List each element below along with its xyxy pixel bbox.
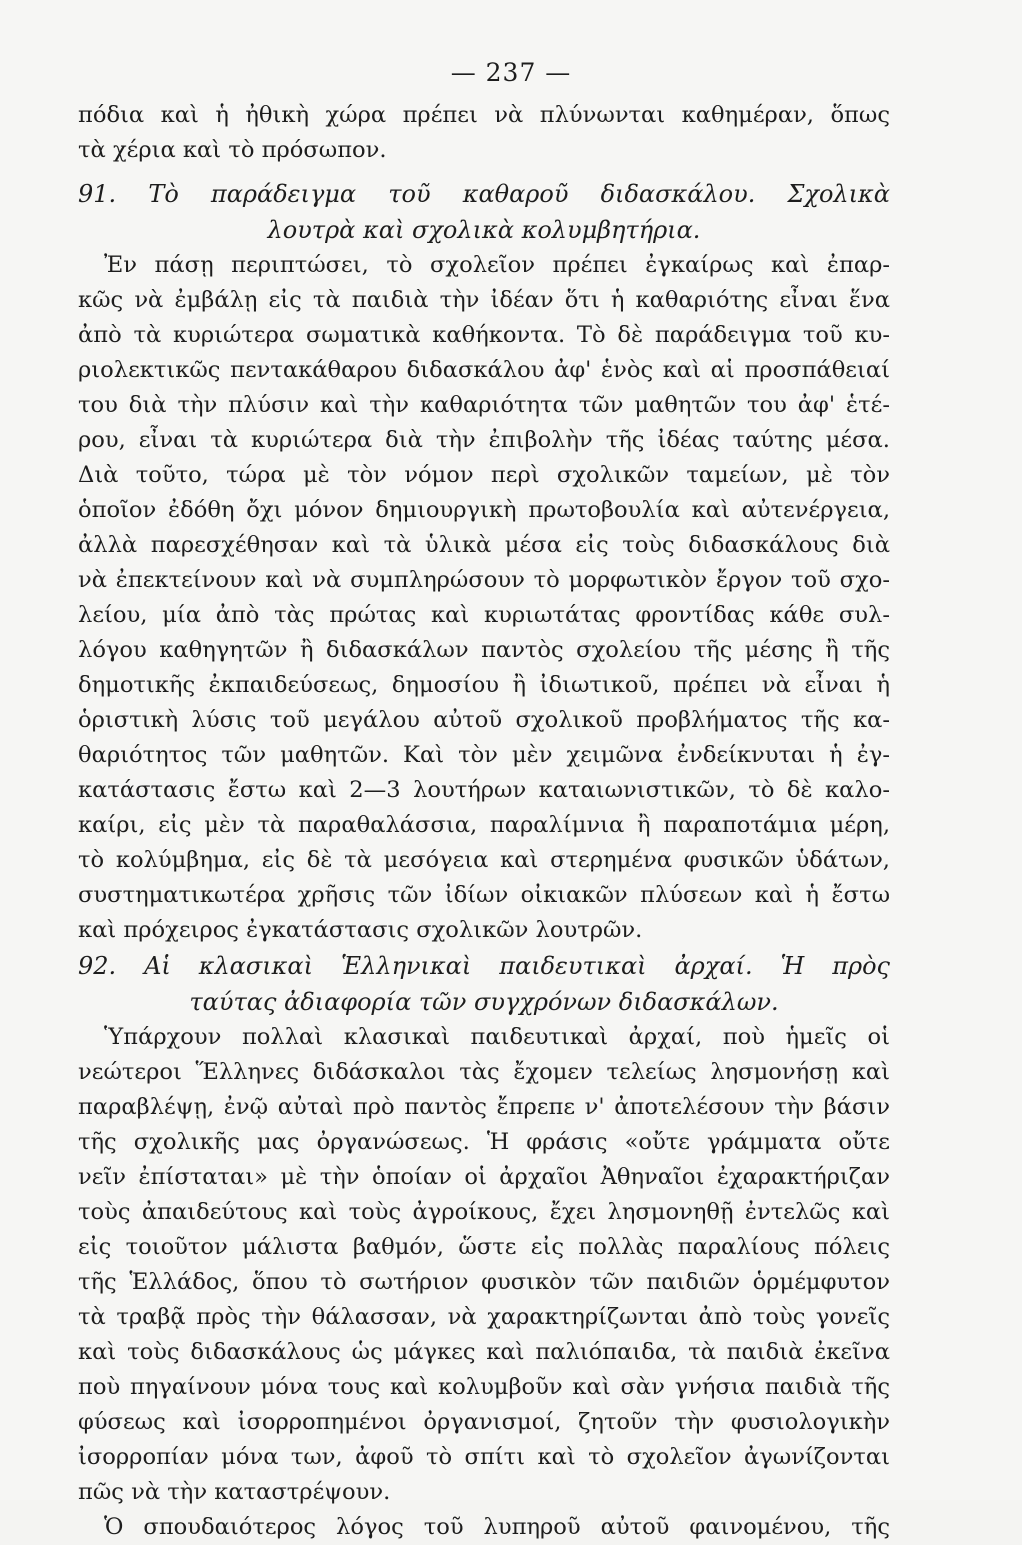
heading-line: 91. Τὸ παράδειγμα τοῦ καθαροῦ διδασκάλου. Σχολικὰ <box>78 180 890 208</box>
text-line: λείου, μία ἀπὸ τὰς πρώτας καὶ κυριωτάτας φροντίδας κάθε συλ- <box>78 602 890 628</box>
text-line: ριολεκτικῶς πεντακάθαρου διδασκάλου ἀφ' ἑνὸς καὶ αἱ προσπάθειαί <box>78 357 890 383</box>
text-line: θαριότητος τῶν μαθητῶν. Καὶ τὸν μὲν χειμῶνα ἐνδείκνυται ἡ ἐγ- <box>78 742 890 768</box>
section-91-body <box>78 248 890 948</box>
text-line: τὰ χέρια καὶ τὸ πρόσωπον. <box>78 137 387 163</box>
text-line: τῆς Ἑλλάδος, ὅπου τὸ σωτήριον φυσικὸν τῶν παιδιῶν ὁρμέμφυτον <box>78 1269 890 1295</box>
text-line: πόδια καὶ ἡ ἠθικὴ χώρα πρέπει νὰ πλύνωνται καθημέραν, ὅπως <box>78 102 890 128</box>
text-line: Ὑπάρχουν πολλαὶ κλασικαὶ παιδευτικαὶ ἀρχαί, ποὺ ἡμεῖς οἱ <box>104 1024 890 1050</box>
text-line: δημοτικῆς ἐκπαιδεύσεως, δημοσίου ἢ ἰδιωτικοῦ, πρέπει νὰ εἶναι ἡ <box>78 672 890 698</box>
text-line: καὶ πρόχειρος ἐγκατάστασις σχολικῶν λουτρῶν. <box>78 917 643 943</box>
text-line: λόγου καθηγητῶν ἢ διδασκάλων παντὸς σχολείου τῆς μέσης ἢ τῆς <box>78 637 890 663</box>
section-92-heading <box>78 948 890 1020</box>
text-line: ὁριστικὴ λύσις τοῦ μεγάλου αὐτοῦ σχολικοῦ προβλήματος τῆς κα- <box>78 707 890 733</box>
text-line: ρου, εἶναι τὰ κυριώτερα διὰ τὴν ἐπιβολὴν τῆς ἰδέας ταύτης μέσα. <box>78 427 890 453</box>
section-92-body <box>78 1020 890 1545</box>
text-line: κῶς νὰ ἐμβάλῃ εἰς τὰ παιδιὰ τὴν ἰδέαν ὅτι ἡ καθαριότης εἶναι ἕνα <box>78 287 890 313</box>
intro-paragraph <box>78 98 890 168</box>
text-line: ἰσορροπίαν μόνα των, ἀφοῦ τὸ σπίτι καὶ τὸ σχολεῖον ἀγωνίζονται <box>78 1444 890 1470</box>
page-content <box>78 98 890 1545</box>
text-line: τοὺς ἀπαιδεύτους καὶ τοὺς ἀγροίκους, ἔχει λησμονηθῇ ἐντελῶς καὶ <box>78 1199 890 1225</box>
text-line: φύσεως καὶ ἰσορροπημένοι ὀργανισμοί, ζητοῦν τὴν φυσιολογικὴν <box>78 1409 890 1435</box>
section-91-heading <box>78 176 890 248</box>
text-line: τὸ κολύμβημα, εἰς δὲ τὰ μεσόγεια καὶ στερημένα φυσικῶν ὑδάτων, <box>78 847 890 873</box>
text-line: Ὁ σπουδαιότερος λόγος τοῦ λυπηροῦ αὐτοῦ φαινομένου, τῆς <box>104 1514 890 1540</box>
page-number: — 237 — <box>450 58 572 87</box>
text-line: νὰ ἐπεκτείνουν καὶ νὰ συμπληρώσουν τὸ μορφωτικὸν ἔργον τοῦ σχο- <box>78 567 890 593</box>
text-line: ἀλλὰ παρεσχέθησαν καὶ τὰ ὑλικὰ μέσα εἰς τοὺς διδασκάλους διὰ <box>78 532 890 558</box>
text-line: κατάστασις ἔστω καὶ 2—3 λουτήρων καταιωνιστικῶν, τὸ δὲ καλο- <box>78 777 890 803</box>
text-line: νεῖν ἐπίσταται» μὲ τὴν ὁποίαν οἱ ἀρχαῖοι Ἀθηναῖοι ἐχαρακτήριζαν <box>78 1164 890 1190</box>
text-line: πῶς νὰ τὴν καταστρέψουν. <box>78 1479 391 1505</box>
text-line: εἰς τοιοῦτον μάλιστα βαθμόν, ὥστε εἰς πολλὰς παραλίους πόλεις <box>78 1234 890 1260</box>
text-line: παραβλέψῃ, ἐνῷ αὐταὶ πρὸ παντὸς ἔπρεπε ν' ἀποτελέσουν τὴν βάσιν <box>78 1094 890 1120</box>
text-line: τὰ τραβᾷ πρὸς τὴν θάλασσαν, νὰ χαρακτηρίζωνται ἀπὸ τοὺς γονεῖς <box>78 1304 890 1330</box>
text-line: νεώτεροι Ἕλληνες διδάσκαλοι τὰς ἔχομεν τελείως λησμονήσῃ καὶ <box>78 1059 890 1085</box>
heading-line: ταύτας ἀδιαφορία τῶν συγχρόνων διδασκάλων. <box>189 988 779 1016</box>
text-line: τῆς σχολικῆς μας ὀργανώσεως. Ἡ φράσις «οὔτε γράμματα οὔτε <box>78 1129 890 1155</box>
heading-line: λουτρὰ καὶ σχολικὰ κολυμβητήρια. <box>267 216 701 244</box>
text-line: ὁποῖον ἐδόθη ὄχι μόνον δημιουργικὴ πρωτοβουλία καὶ αὐτενέργεια, <box>78 497 890 523</box>
text-line: καὶ τοὺς διδασκάλους ὡς μάγκες καὶ παλιόπαιδα, τὰ παιδιὰ ἐκεῖνα <box>78 1339 890 1365</box>
text-line: Ἐν πάσῃ περιπτώσει, τὸ σχολεῖον πρέπει ἐγκαίρως καὶ ἐπαρ- <box>104 252 890 278</box>
text-line: καίρι, εἰς μὲν τὰ παραθαλάσσια, παραλίμνια ἢ παραποτάμια μέρη, <box>78 812 890 838</box>
text-line: του διὰ τὴν πλύσιν καὶ τὴν καθαριότητα τῶν μαθητῶν του ἀφ' ἑτέ- <box>78 392 890 418</box>
heading-line: 92. Αἱ κλασικαὶ Ἑλληνικαὶ παιδευτικαὶ ἀρχαί. Ἡ πρὸς <box>78 952 890 980</box>
text-line: Διὰ τοῦτο, τώρα μὲ τὸν νόμον περὶ σχολικῶν ταμείων, μὲ τὸν <box>78 462 890 488</box>
text-line: συστηματικωτέρα χρῆσις τῶν ἰδίων οἰκιακῶν πλύσεων καὶ ἡ ἔστω <box>78 882 890 908</box>
text-line: ποὺ πηγαίνουν μόνα τους καὶ κολυμβοῦν καὶ σὰν γνήσια παιδιὰ τῆς <box>78 1374 890 1400</box>
text-line: ἀπὸ τὰ κυριώτερα σωματικὰ καθήκοντα. Τὸ δὲ παράδειγμα τοῦ κυ- <box>78 322 890 348</box>
